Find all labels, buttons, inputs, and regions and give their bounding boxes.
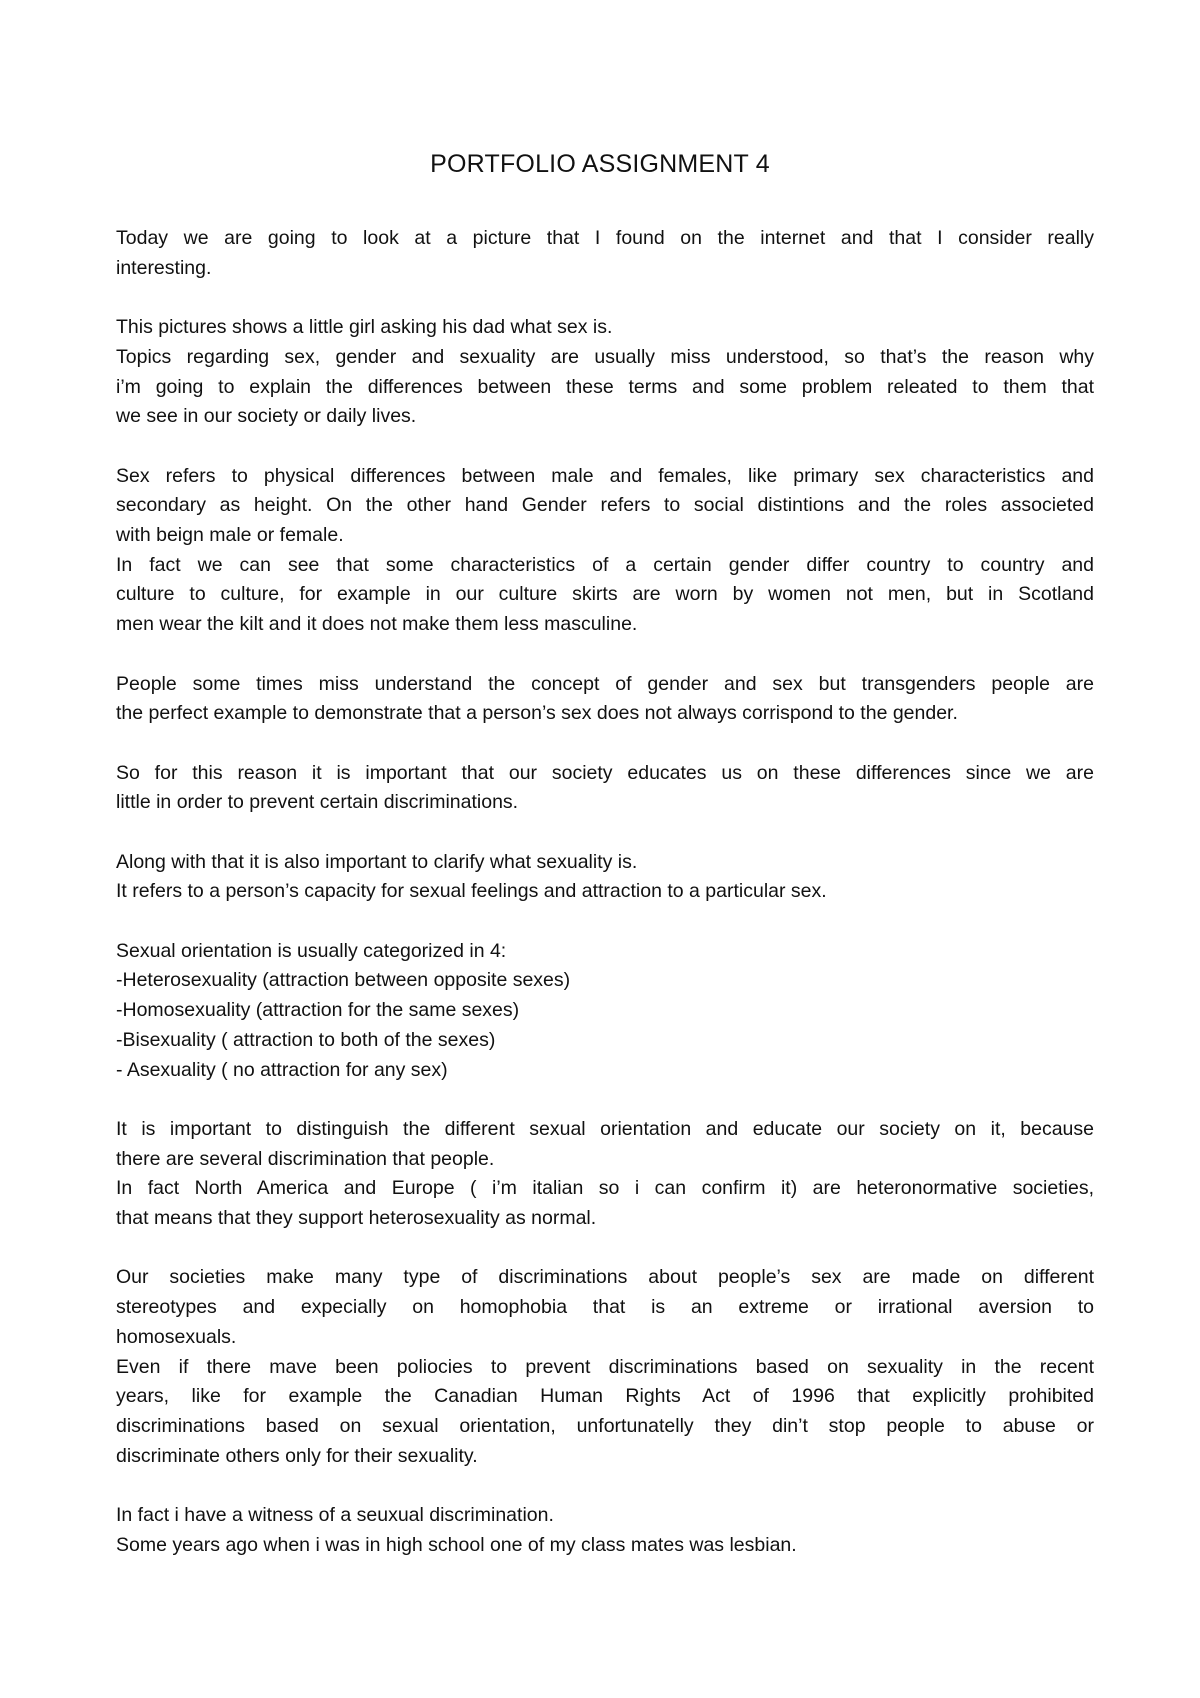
text-line: culture to culture, for example in our culture skirts are worn by women not men, but in Scotland [116, 583, 1094, 606]
document-body [116, 224, 1094, 1561]
list-item: -Bisexuality ( attraction to both of the sexes) [116, 1028, 496, 1051]
text-line: stereotypes and expecially on homophobia that is an extreme or irrational aversion to [116, 1296, 1094, 1319]
paragraph-sex-gender [116, 462, 1094, 640]
paragraph-sexuality [116, 848, 1094, 907]
text-line: interesting. [116, 256, 212, 279]
paragraph-heteronormative [116, 1115, 1094, 1234]
text-line: In fact we can see that some characteristics of a certain gender differ country to country and [116, 553, 1094, 576]
text-line: the perfect example to demonstrate that a person’s sex does not always corrispond to the gender. [116, 702, 958, 725]
text-line: i’m going to explain the differences between these terms and some problem releated to them that [116, 375, 1094, 398]
document-title: PORTFOLIO ASSIGNMENT 4 [430, 150, 770, 178]
text-line: In fact North America and Europe ( i’m italian so i can confirm it) are heteronormative societies, [116, 1177, 1094, 1200]
text-line: homosexuals. [116, 1325, 237, 1348]
text-line: People some times miss understand the concept of gender and sex but transgenders people are [116, 672, 1094, 695]
text-line: Along with that it is also important to clarify what sexuality is. [116, 850, 638, 873]
list-item: -Heterosexuality (attraction between opposite sexes) [116, 969, 571, 992]
text-line: Some years ago when i was in high school one of my class mates was lesbian. [116, 1533, 797, 1556]
text-line: So for this reason it is important that our society educates us on these differences since we are [116, 761, 1094, 784]
text-line: men wear the kilt and it does not make them less masculine. [116, 613, 638, 636]
text-line: Sex refers to physical differences between male and females, like primary sex characteristics and [116, 464, 1094, 487]
text-line: This pictures shows a little girl asking his dad what sex is. [116, 316, 613, 339]
text-line: Sexual orientation is usually categorized in 4: [116, 939, 507, 962]
text-line: Our societies make many type of discriminations about people’s sex are made on different [116, 1266, 1094, 1289]
text-line: with beign male or female. [116, 524, 344, 546]
text-line: we see in our society or daily lives. [116, 405, 417, 428]
paragraph-education [116, 759, 1094, 818]
paragraph-transgender [116, 670, 1094, 729]
text-line: Topics regarding sex, gender and sexuality are usually miss understood, so that’s the reason why [116, 345, 1094, 368]
paragraph-witness [116, 1501, 1094, 1560]
paragraph-topics [116, 313, 1094, 432]
text-line: secondary as height. On the other hand Gender refers to social distintions and the roles associeted [116, 494, 1094, 517]
paragraph-orientation-list [116, 937, 1094, 1086]
text-line: discriminate others only for their sexuality. [116, 1444, 478, 1467]
paragraph-intro [116, 224, 1094, 283]
text-line: Today we are going to look at a picture that I found on the internet and that I consider really [116, 227, 1094, 249]
text-line: years, like for example the Canadian Human Rights Act of 1996 that explicitly prohibited [116, 1385, 1094, 1408]
text-line: It refers to a person’s capacity for sexual feelings and attraction to a particular sex. [116, 880, 827, 903]
text-line: discriminations based on sexual orientation, unfortunatelly they din’t stop people to abuse or [116, 1415, 1094, 1437]
text-line: In fact i have a witness of a seuxual discrimination. [116, 1504, 554, 1527]
paragraph-discriminations [116, 1263, 1094, 1471]
text-line: It is important to distinguish the different sexual orientation and educate our society on it, because [116, 1117, 1094, 1140]
text-line: Even if there mave been poliocies to prevent discriminations based on sexuality in the recent [116, 1355, 1094, 1378]
text-line: there are several discrimination that people. [116, 1147, 495, 1170]
list-item: - Asexuality ( no attraction for any sex) [116, 1058, 448, 1081]
text-line: that means that they support heterosexuality as normal. [116, 1207, 597, 1230]
text-line: little in order to prevent certain discriminations. [116, 791, 519, 814]
list-item: -Homosexuality (attraction for the same sexes) [116, 999, 520, 1022]
